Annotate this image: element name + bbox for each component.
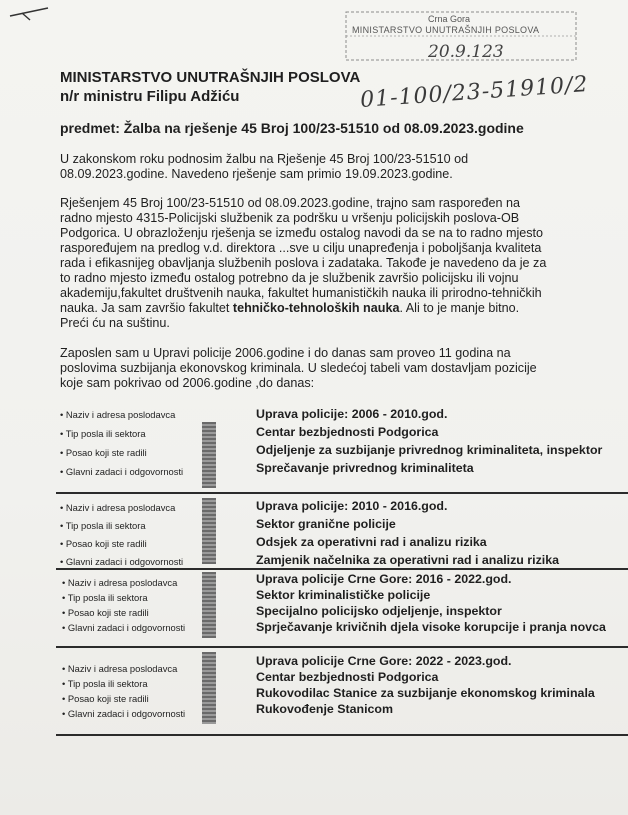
text-line: U zakonskom roku podnosim žalbu na Rješenje 45 Broj 100/23-51510 od xyxy=(60,152,469,166)
row-value: Sektor granične policije xyxy=(256,517,396,531)
row-label: • Naziv i adresa poslodavca xyxy=(62,663,178,674)
row-label: • Glavni zadaci i odgovornosti xyxy=(60,556,184,567)
addressee-minister: n/r ministru Filipu Adžiću xyxy=(60,88,240,105)
row-value: Rukovodilac Stanice za suzbijanje ekonomskog kriminala xyxy=(256,686,595,700)
row-label: • Glavni zadaci i odgovornosti xyxy=(62,708,186,719)
text-line: raspoređujem na predlog v.d. direktora ...sve u cilju unapređenja i poboljšanja kvaliteta xyxy=(60,241,542,255)
row-value: Zamjenik načelnika za operativni rad i analizu rizika xyxy=(256,553,559,567)
paragraph-1 xyxy=(60,152,570,182)
text-line: Preći ću na suštinu. xyxy=(60,316,170,330)
text-line: rada i efikasnijeg obavljanja službenih poslova i zadataka. Takođe je navedeno da je za xyxy=(60,256,547,270)
row-value: Specijalno policijsko odjeljenje, inspektor xyxy=(256,604,502,618)
table-divider xyxy=(56,492,628,494)
text-line: Zaposlen sam u Upravi policije 2006.godine i do danas sam proveo 11 godina na xyxy=(60,346,511,360)
row-value: Uprava policije Crne Gore: 2016 - 2022.god. xyxy=(256,572,512,586)
addressee-ministry: MINISTARSTVO UNUTRAŠNJIH POSLOVA xyxy=(60,69,361,86)
row-label: • Posao koji ste radili xyxy=(60,447,147,458)
text-line: Rješenjem 45 Broj 100/23-51510 od 08.09.2023.godine, trajno sam raspoređen na xyxy=(60,196,520,210)
row-label: • Naziv i adresa poslodavca xyxy=(62,577,178,588)
stamp-country: Crna Gora xyxy=(428,14,471,24)
row-value: Centar bezbjednosti Podgorica xyxy=(256,670,439,684)
row-value: Sprječavanje krivičnih djela visoke korupcije i pranja novca xyxy=(256,620,606,634)
text-line: radno mjesto 4315-Policijski službenik za podršku u vršenju policijskih poslova-OB xyxy=(60,211,520,225)
row-label: • Glavni zadaci i odgovornosti xyxy=(62,622,186,633)
row-label: • Naziv i adresa poslodavca xyxy=(60,502,176,513)
row-value: Odsjek za operativni rad i analizu rizika xyxy=(256,535,487,549)
text-line xyxy=(60,301,570,316)
handwritten-mark xyxy=(8,2,56,24)
addressee-block xyxy=(60,68,360,106)
text-line: akademiju,fakultet društvenih nauka, fakultet humanističkih nauka ili prirodno-tehničkih xyxy=(60,286,542,300)
row-value: Odjeljenje za suzbijanje privrednog kriminaliteta, inspektor xyxy=(256,443,603,457)
row-value: Uprava policije: 2006 - 2010.god. xyxy=(256,407,448,421)
table-divider xyxy=(56,734,628,736)
scan-shading xyxy=(202,572,216,638)
paragraph-3 xyxy=(60,346,570,391)
row-value: Centar bezbjednosti Podgorica xyxy=(256,425,439,439)
table-divider xyxy=(56,646,628,648)
row-value: Sprečavanje privrednog kriminaliteta xyxy=(256,461,474,475)
row-label: • Tip posla ili sektora xyxy=(60,428,146,439)
row-label: • Naziv i adresa poslodavca xyxy=(60,409,176,420)
paragraph-2 xyxy=(60,196,570,331)
text-line: poslovima suzbijanja ekonovskog kriminala. U sledećoj tabeli vam dostavljam pozicije xyxy=(60,361,537,375)
registry-stamp xyxy=(340,8,590,68)
text-run: . Ali to je manje bitno. xyxy=(399,301,520,315)
text-line: koje sam pokrivao od 2006.godine ,do danas: xyxy=(60,376,315,390)
row-value: Uprava policije: 2010 - 2016.god. xyxy=(256,499,448,513)
scan-shading xyxy=(202,652,216,724)
scan-shading xyxy=(202,498,216,564)
stamp-date-handwritten: 20.9.123 xyxy=(428,42,504,62)
employment-table xyxy=(56,400,628,745)
handwritten-registry-number: 01-100/23-51910/2 xyxy=(359,72,590,113)
row-label: • Tip posla ili sektora xyxy=(62,592,148,603)
row-label: • Tip posla ili sektora xyxy=(62,678,148,689)
text-line: 08.09.2023.godine. Navedeno rješenje sam primio 19.09.2023.godine. xyxy=(60,167,453,181)
row-value: Uprava policije Crne Gore: 2022 - 2023.god. xyxy=(256,654,512,668)
row-label: • Posao koji ste radili xyxy=(62,693,149,704)
scan-shading xyxy=(202,422,216,488)
row-label: • Glavni zadaci i odgovornosti xyxy=(60,466,184,477)
text-run: nauka. Ja sam završio fakultet xyxy=(60,301,233,315)
row-label: • Tip posla ili sektora xyxy=(60,520,146,531)
text-line: Podgorica. U obrazloženju rješenja se između ostalog navodi da se na to radno mjesto xyxy=(60,226,544,240)
subject-line: predmet: Žalba na rješenje 45 Broj 100/23-51510 od 08.09.2023.godine xyxy=(60,120,524,136)
row-label: • Posao koji ste radili xyxy=(60,538,147,549)
table-divider xyxy=(56,568,628,570)
text-line: to radno mjesto između ostalog potrebno da je službenik završio policijsku ili vojnu xyxy=(60,271,519,285)
row-label: • Posao koji ste radili xyxy=(62,607,149,618)
stamp-ministry: MINISTARSTVO UNUTRAŠNJIH POSLOVA xyxy=(352,25,540,35)
row-value: Rukovođenje Stanicom xyxy=(256,702,394,716)
row-value: Sektor kriminalističke policije xyxy=(256,588,431,602)
text-run-bold: tehničko-tehnoloških nauka xyxy=(232,301,400,315)
